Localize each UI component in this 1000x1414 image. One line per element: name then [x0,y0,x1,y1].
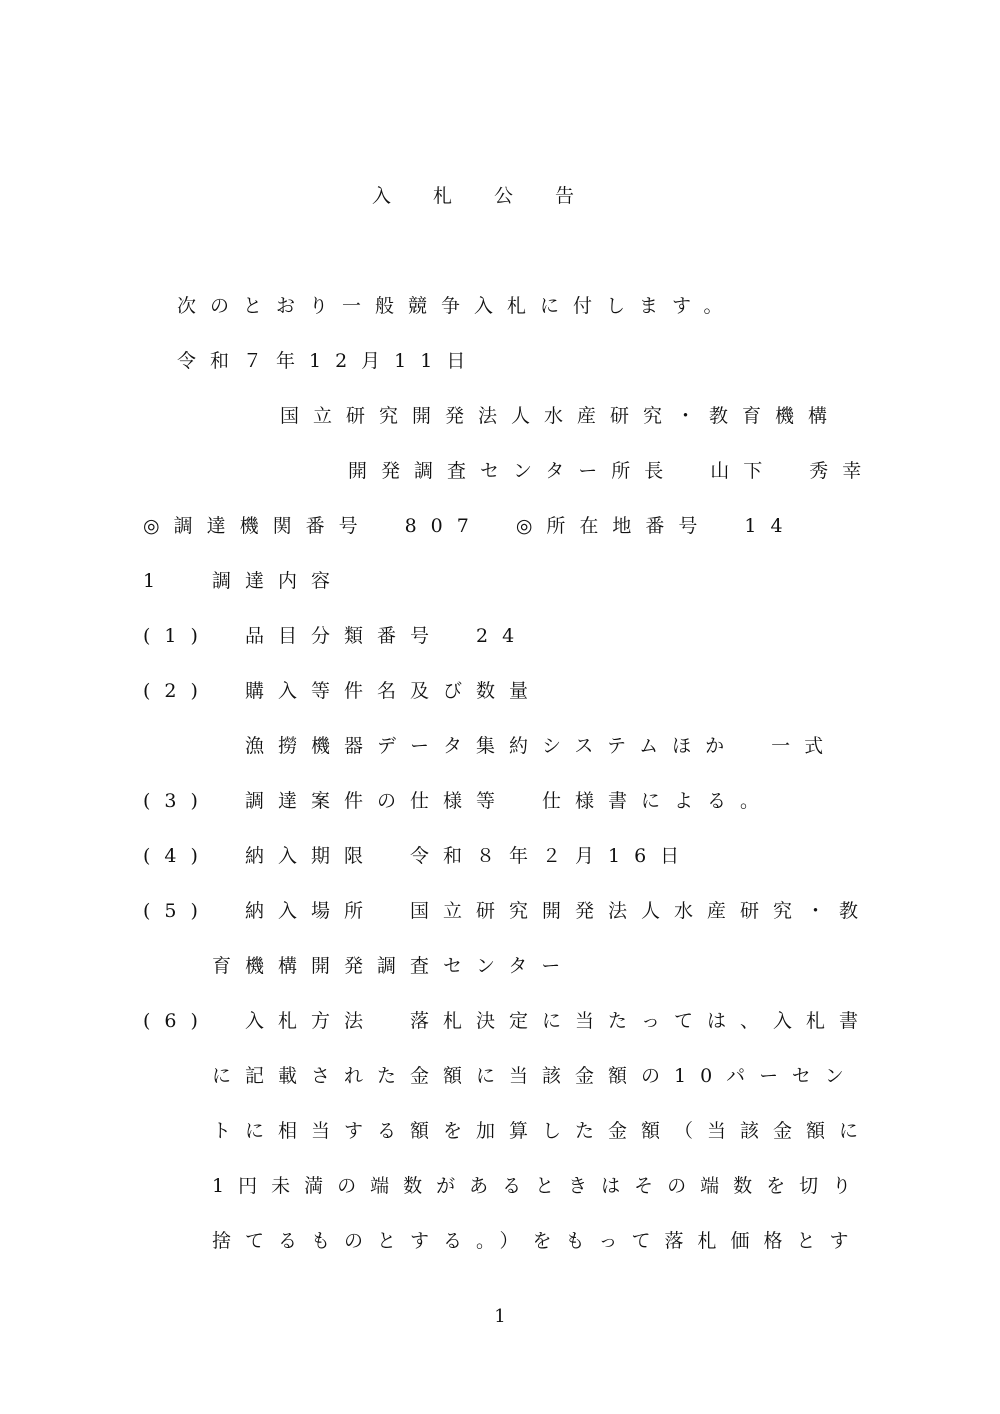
item-text: 納入期限 令和８年２月16日 [245,845,694,867]
intro-text: 次のとおり一般競争入札に付します。 [177,295,737,317]
item-text: 購入等件名及び数量 [245,680,543,702]
item-text: に記載された金額に当該金額の10パーセン [212,1065,858,1087]
item-text: 1円未満の端数があるときはその端数を切り [212,1175,866,1197]
item-text: 調達案件の仕様等 仕様書による。 [245,790,774,812]
item-text: 品目分類番号 24 [245,625,529,647]
notice-date: 令和７年12月11日 [177,350,480,372]
item-number: (5) [143,900,212,922]
procurement-codes: ◎調達機関番号 807 ◎所在地番号 14 [143,515,797,537]
item-number: (4) [143,845,212,867]
section-heading: 調達内容 [212,570,345,592]
item-text: 入札方法 落札決定に当たっては、入札書 [245,1010,873,1032]
item-text: トに相当する額を加算した金額（当該金額に [212,1120,873,1142]
item-number: (6) [143,1010,212,1032]
official-name: 開発調査センター所長 山下 秀幸 [348,460,876,482]
item-number: (3) [143,790,212,812]
item-number: (2) [143,680,212,702]
notice-title: 入札公告 [372,185,617,207]
page-number: 1 [494,1306,506,1327]
item-text: 納入場所 国立研究開発法人水産研究・教 [245,900,873,922]
item-text: 捨てるものとする。）をもって落札価格とす [212,1230,863,1252]
item-number: (1) [143,625,212,647]
item-text: 漁撈機器データ集約システムほか 一式 [245,735,838,757]
organization-name: 国立研究開発法人水産研究・教育機構 [280,405,842,427]
item-text: 育機構開発調査センター [212,955,575,977]
section-number: 1 [143,570,170,592]
